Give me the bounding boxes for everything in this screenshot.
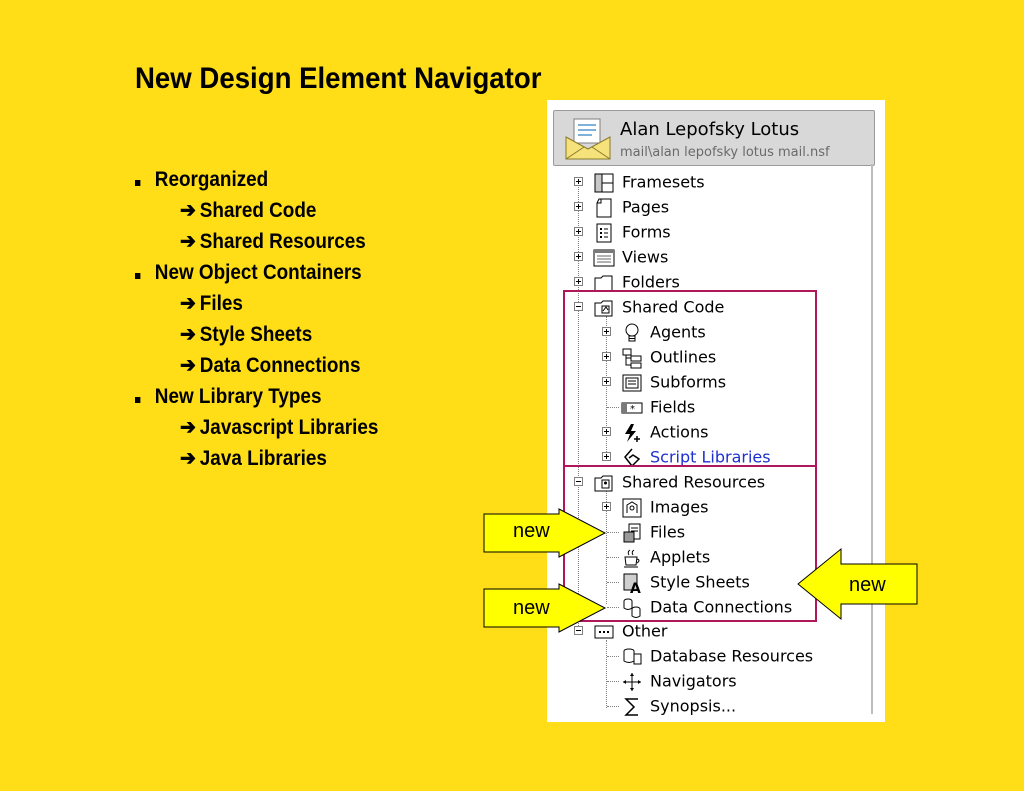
arrow-icon: ➔ (180, 230, 196, 253)
bullet-square (135, 273, 140, 279)
navigators-icon (621, 671, 643, 693)
arrow-icon: ➔ (180, 447, 196, 470)
tree-item-agents[interactable]: Agents (621, 320, 706, 344)
bullet-square (135, 180, 140, 186)
tree-item-views[interactable]: Views (593, 245, 668, 269)
tree-item-database-resources[interactable]: Database Resources (621, 644, 813, 668)
tree-item-data-connections[interactable]: Data Connections (621, 595, 792, 619)
tree-connector (607, 681, 619, 682)
expand-forms[interactable] (574, 227, 583, 236)
sub-bullet-style-sheets: ➔ Style Sheets (135, 319, 378, 350)
new-label: new (513, 597, 550, 619)
tree-item-applets[interactable]: Applets (621, 545, 710, 569)
sub-bullet-java-libraries: ➔ Java Libraries (135, 443, 378, 474)
tree-item-subforms[interactable]: Subforms (621, 370, 726, 394)
tree-item-navigators[interactable]: Navigators (621, 669, 737, 693)
arrow-icon: ➔ (180, 354, 196, 377)
tree-item-framesets[interactable]: Framesets (593, 170, 705, 194)
expand-views[interactable] (574, 252, 583, 261)
slide-title: New Design Element Navigator (135, 62, 542, 95)
new-callout-data-connections (483, 583, 607, 633)
bullet-square (135, 397, 140, 403)
views-icon (593, 247, 615, 269)
svg-text:A: A (630, 580, 641, 594)
sub-bullet-data-connections: ➔ Data Connections (135, 350, 378, 381)
tree-item-script-libraries[interactable]: Script Libraries (621, 445, 771, 469)
sub-bullet-javascript-libraries: ➔ Javascript Libraries (135, 412, 378, 443)
tree-item-other[interactable]: Other (593, 619, 667, 643)
database-title: Alan Lepofsky Lotus (620, 119, 800, 140)
tree-item-fields[interactable]: * Fields (621, 395, 695, 419)
expand-framesets[interactable] (574, 177, 583, 186)
bullet-new-library-types: New Library Types (135, 381, 378, 412)
database-resources-icon (621, 646, 643, 668)
sub-bullet-shared-code: ➔ Shared Code (135, 195, 378, 226)
tree-item-shared-resources[interactable]: Shared Resources (593, 470, 765, 494)
tree-item-style-sheets[interactable]: A Style Sheets (621, 570, 750, 594)
arrow-icon: ➔ (180, 323, 196, 346)
tree-item-shared-code[interactable]: Shared Code (593, 295, 724, 319)
new-label: new (849, 574, 886, 596)
database-path: mail\alan lepofsky lotus mail.nsf (620, 145, 830, 160)
tree-connector (607, 706, 619, 707)
tree-item-synopsis[interactable]: Synopsis... (621, 694, 736, 718)
tree-connector (607, 656, 619, 657)
tree-connector (606, 640, 607, 708)
tree-item-pages[interactable]: Pages (593, 195, 669, 219)
svg-text:*: * (630, 403, 635, 415)
tree-item-forms[interactable]: Forms (593, 220, 671, 244)
tree-item-actions[interactable]: Actions (621, 420, 708, 444)
sub-bullet-files: ➔ Files (135, 288, 378, 319)
bullet-reorganized: Reorganized (135, 164, 378, 195)
expand-pages[interactable] (574, 202, 583, 211)
bullet-list (135, 164, 378, 474)
new-callout-style-sheets (797, 547, 919, 621)
tree-item-images[interactable]: Images (621, 495, 708, 519)
synopsis-icon (621, 696, 643, 718)
shared-code-highlight (563, 290, 817, 467)
tree-item-outlines[interactable]: Outlines (621, 345, 716, 369)
tree-item-files[interactable]: Files (621, 520, 685, 544)
framesets-icon (593, 172, 615, 194)
sub-bullet-shared-resources: ➔ Shared Resources (135, 226, 378, 257)
arrow-icon: ➔ (180, 199, 196, 222)
arrow-icon: ➔ (180, 292, 196, 315)
arrow-icon: ➔ (180, 416, 196, 439)
new-label: new (513, 520, 550, 542)
tree-item-folders[interactable]: Folders (593, 270, 680, 294)
expand-folders[interactable] (574, 277, 583, 286)
new-callout-files (483, 508, 607, 558)
bullet-new-object-containers: New Object Containers (135, 257, 378, 288)
pages-icon (593, 197, 615, 219)
forms-icon (593, 222, 615, 244)
